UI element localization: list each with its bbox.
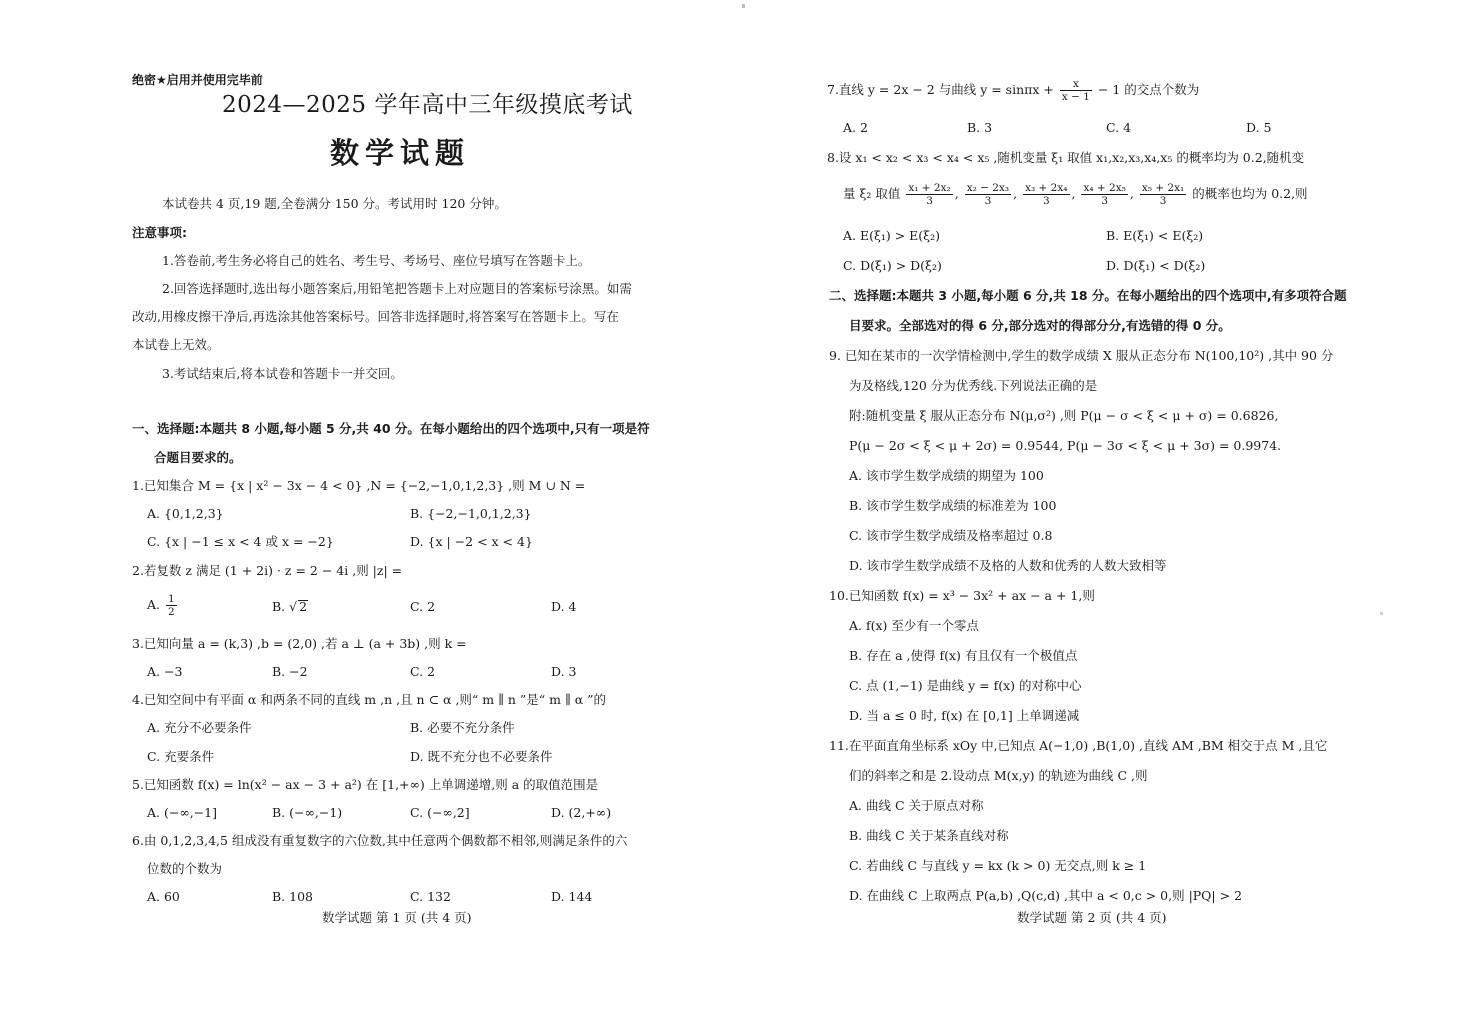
question-8-option-a: A. E(ξ₁) > E(ξ₂): [843, 228, 940, 243]
question-8-stem-cont-start: 量 ξ₂ 取值: [843, 186, 901, 201]
question-3-stem: 3.已知向量 a = (k,3) ,b = (2,0) ,若 a ⊥ (a + 3b) ,则 k =: [132, 636, 467, 651]
question-7-option-c: C. 4: [1106, 120, 1132, 135]
question-11-option-d: D. 在曲线 C 上取两点 P(a,b) ,Q(c,d) ,其中 a < 0,c > 0,则 |PQ| > 2: [849, 888, 1243, 903]
question-9-option-b: B. 该市学生数学成绩的标准差为 100: [849, 498, 1057, 513]
subject-title: 数学试题: [330, 136, 471, 170]
fraction-numerator: x₄ + 2x₅: [1083, 182, 1126, 194]
question-10-option-d: D. 当 a ≤ 0 时, f(x) 在 [0,1] 上单调递减: [849, 708, 1080, 723]
question-10-option-c: C. 点 (1,−1) 是曲线 y = f(x) 的对称中心: [849, 678, 1082, 693]
question-9-stem: 9. 已知在某市的一次学情检测中,学生的数学成绩 X 服从正态分布 N(100,10²) ,其中 90 分: [829, 348, 1334, 363]
question-10-option-a: A. f(x) 至少有一个零点: [849, 618, 979, 633]
question-8-option-b: B. E(ξ₁) < E(ξ₂): [1106, 228, 1204, 243]
section-2-heading: 二、选择题:本题共 3 小题,每小题 6 分,共 18 分。在每小题给出的四个选项中,有多项符合题: [829, 288, 1347, 303]
question-1-option-d: D. {x | −2 < x < 4}: [410, 534, 533, 549]
fraction-numerator: x₁ + 2x₂: [908, 182, 951, 194]
question-6-option-b: B. 108: [272, 889, 313, 904]
question-8-stem-cont-end: 的概率也均为 0.2,则: [1192, 186, 1308, 201]
fraction: [965, 182, 1011, 207]
question-9-option-a: A. 该市学生数学成绩的期望为 100: [849, 468, 1044, 483]
question-6-stem-cont: 位数的个数为: [147, 861, 223, 876]
question-3-option-d: D. 3: [551, 664, 577, 679]
question-4-option-a: A. 充分不必要条件: [147, 720, 252, 735]
fraction-numerator: x₃ + 2x₄: [1025, 182, 1068, 194]
notice-line: 改动,用橡皮擦干净后,再选涂其他答案标号。回答非选择题时,将答案写在答题卡上。写在: [132, 309, 619, 324]
question-2-option-a: [147, 593, 179, 618]
question-3-option-a: A. −3: [147, 664, 183, 679]
question-1-option-b: B. {−2,−1,0,1,2,3}: [410, 506, 532, 521]
fraction-denominator: 3: [1101, 195, 1108, 207]
exam-title: 2024—2025 学年高中三年级摸底考试: [222, 92, 633, 118]
square-root-radicand: 2: [299, 599, 308, 614]
scan-artifact: [1380, 612, 1383, 615]
question-1-stem: 1.已知集合 M = {x | x² − 3x − 4 < 0} ,N = {−2,−1,0,1,2,3} ,则 M ∪ N =: [132, 478, 586, 493]
question-5-option-a: A. (−∞,−1]: [147, 805, 218, 820]
exam-intro: 本试卷共 4 页,19 题,全卷满分 150 分。考试用时 120 分钟。: [162, 196, 507, 211]
question-11-option-b: B. 曲线 C 关于某条直线对称: [849, 828, 1009, 843]
question-2-option-c: C. 2: [410, 599, 436, 614]
question-4-option-c: C. 充要条件: [147, 749, 215, 764]
question-9-option-d: D. 该市学生数学成绩不及格的人数和优秀的人数大致相等: [849, 558, 1167, 573]
fraction-numerator: 1: [168, 593, 175, 605]
question-1-option-a: A. {0,1,2,3}: [147, 506, 224, 521]
question-9-option-c: C. 该市学生数学成绩及格率超过 0.8: [849, 528, 1053, 543]
question-7-option-b: B. 3: [967, 120, 993, 135]
question-3-option-b: B. −2: [272, 664, 308, 679]
confidential-label: 绝密★启用并使用完毕前: [132, 73, 263, 87]
question-1-option-c: C. {x | −1 ≤ x < 4 或 x = −2}: [147, 534, 334, 549]
question-7-stem: [827, 78, 1199, 103]
fraction-denominator: 3: [1159, 195, 1167, 207]
notice-line: 2.回答选择题时,选出每小题答案后,用铅笔把答题卡上对应题目的答案标号涂黑。如需: [162, 281, 632, 296]
section-2-heading-cont: 目要求。全部选对的得 6 分,部分选对的得部分分,有选错的得 0 分。: [849, 318, 1231, 333]
question-6-option-d: D. 144: [551, 889, 593, 904]
fraction: [1081, 182, 1127, 207]
question-11-option-c: C. 若曲线 C 与直线 y = kx (k > 0) 无交点,则 k ≥ 1: [849, 858, 1147, 873]
question-2-stem: 2.若复数 z 满足 (1 + 2i) · z = 2 − 4i ,则 |z| =: [132, 563, 403, 578]
question-11-option-a: A. 曲线 C 关于原点对称: [849, 798, 984, 813]
notice-line: 本试卷上无效。: [132, 337, 220, 352]
page-footer: 数学试题 第 1 页 (共 4 页): [322, 910, 472, 925]
question-7-stem-end: − 1 的交点个数为: [1097, 82, 1200, 97]
fraction: [1140, 182, 1186, 207]
question-8-option-d: D. D(ξ₁) < D(ξ₂): [1106, 258, 1206, 273]
question-9-note: 附:随机变量 ξ 服从正态分布 N(μ,σ²) ,则 P(μ − σ < ξ < μ + σ) = 0.6826,: [849, 408, 1279, 423]
notice-line: 3.考试结束后,将本试卷和答题卡一并交回。: [162, 366, 403, 381]
question-6-option-c: C. 132: [410, 889, 451, 904]
question-5-option-c: C. (−∞,2]: [410, 805, 470, 820]
question-5-option-b: B. (−∞,−1): [272, 805, 343, 820]
option-label: B.: [272, 599, 286, 614]
question-9-stem-cont: 为及格线,120 分为优秀线.下列说法正确的是: [849, 378, 1098, 393]
question-4-stem: 4.已知空间中有平面 α 和两条不同的直线 m ,n ,且 n ⊂ α ,则“ m ∥ n ”是“ m ∥ α ”的: [132, 692, 607, 707]
question-8-option-c: C. D(ξ₁) > D(ξ₂): [843, 258, 942, 273]
question-7-stem-start: 7.直线 y = 2x − 2 与曲线 y = sinπx +: [827, 82, 1054, 97]
question-11-stem-cont: 们的斜率之和是 2.设动点 M(x,y) 的轨迹为曲线 C ,则: [849, 768, 1148, 783]
fraction-denominator: 3: [926, 195, 933, 207]
notice-line: 1.答卷前,考生务必将自己的姓名、考生号、考场号、座位号填写在答题卡上。: [162, 253, 591, 268]
option-label: A.: [147, 597, 161, 612]
fraction: [166, 593, 177, 618]
notice-heading: 注意事项:: [132, 225, 187, 240]
question-6-stem: 6.由 0,1,2,3,4,5 组成没有重复数字的六位数,其中任意两个偶数都不相邻,则满足条件的六: [132, 833, 628, 848]
exam-page-2: [737, 0, 1474, 1020]
fraction-denominator: 2: [168, 606, 175, 618]
scan-artifact: [742, 4, 745, 8]
question-3-option-c: C. 2: [410, 664, 436, 679]
fraction-numerator: x₂ − 2x₃: [966, 182, 1010, 194]
fraction-denominator: 3: [1042, 195, 1050, 207]
question-2-option-b: B. √ 2: [272, 599, 308, 614]
question-5-option-d: D. (2,+∞): [551, 805, 612, 820]
question-2-option-d: D. 4: [551, 599, 577, 614]
question-8-stem: 8.设 x₁ < x₂ < x₃ < x₄ < x₅ ,随机变量 ξ₁ 取值 x₁,x₂,x₃,x₄,x₅ 的概率均为 0.2,随机变: [827, 150, 1305, 165]
section-1-heading-cont: 合题目要求的。: [154, 450, 242, 465]
fraction: [906, 182, 952, 207]
fraction-denominator: x − 1: [1061, 91, 1090, 103]
question-7-option-a: A. 2: [843, 120, 868, 135]
question-9-note-cont: P(μ − 2σ < ξ < μ + 2σ) = 0.9544, P(μ − 3σ < ξ < μ + 3σ) = 0.9974.: [849, 438, 1282, 453]
question-5-stem: 5.已知函数 f(x) = ln(x² − ax − 3 + a²) 在 [1,+∞) 上单调递增,则 a 的取值范围是: [132, 777, 599, 792]
question-10-option-b: B. 存在 a ,使得 f(x) 有且仅有一个极值点: [849, 648, 1078, 663]
question-7-option-d: D. 5: [1246, 120, 1272, 135]
fraction: [1060, 78, 1092, 103]
fraction-numerator: x: [1060, 78, 1092, 91]
question-10-stem: 10.已知函数 f(x) = x³ − 3x² + ax − a + 1,则: [829, 588, 1095, 603]
question-4-option-b: B. 必要不充分条件: [410, 720, 515, 735]
question-8-stem-cont: 量 ξ₂ 取值 $\frac{\text{x₁ + 2x₂}}{3}$ , $\frac{\text{x₂ − 2x₃}}{3}$ , $\frac{\text{x₃ + 2x₄}}{3}$ , $\frac{\text{x₄ + 2x₅}}{3}$ , $\frac{\text{x₅ + 2x₁}}{3}$ 的概率也均为 0.2,则: [843, 182, 1308, 207]
question-11-stem: 11.在平面直角坐标系 xOy 中,已知点 A(−1,0) ,B(1,0) ,直线 AM ,BM 相交于点 M ,且它: [829, 738, 1328, 753]
fraction-denominator: 3: [984, 195, 992, 207]
fraction-numerator: x₅ + 2x₁: [1141, 182, 1185, 194]
section-1-heading: 一、选择题:本题共 8 小题,每小题 5 分,共 40 分。在每小题给出的四个选项中,只有一项是符: [132, 421, 650, 436]
fraction: [1023, 182, 1069, 207]
question-4-option-d: D. 既不充分也不必要条件: [410, 749, 553, 764]
page-footer: 数学试题 第 2 页 (共 4 页): [1017, 910, 1167, 925]
question-6-option-a: A. 60: [147, 889, 180, 904]
